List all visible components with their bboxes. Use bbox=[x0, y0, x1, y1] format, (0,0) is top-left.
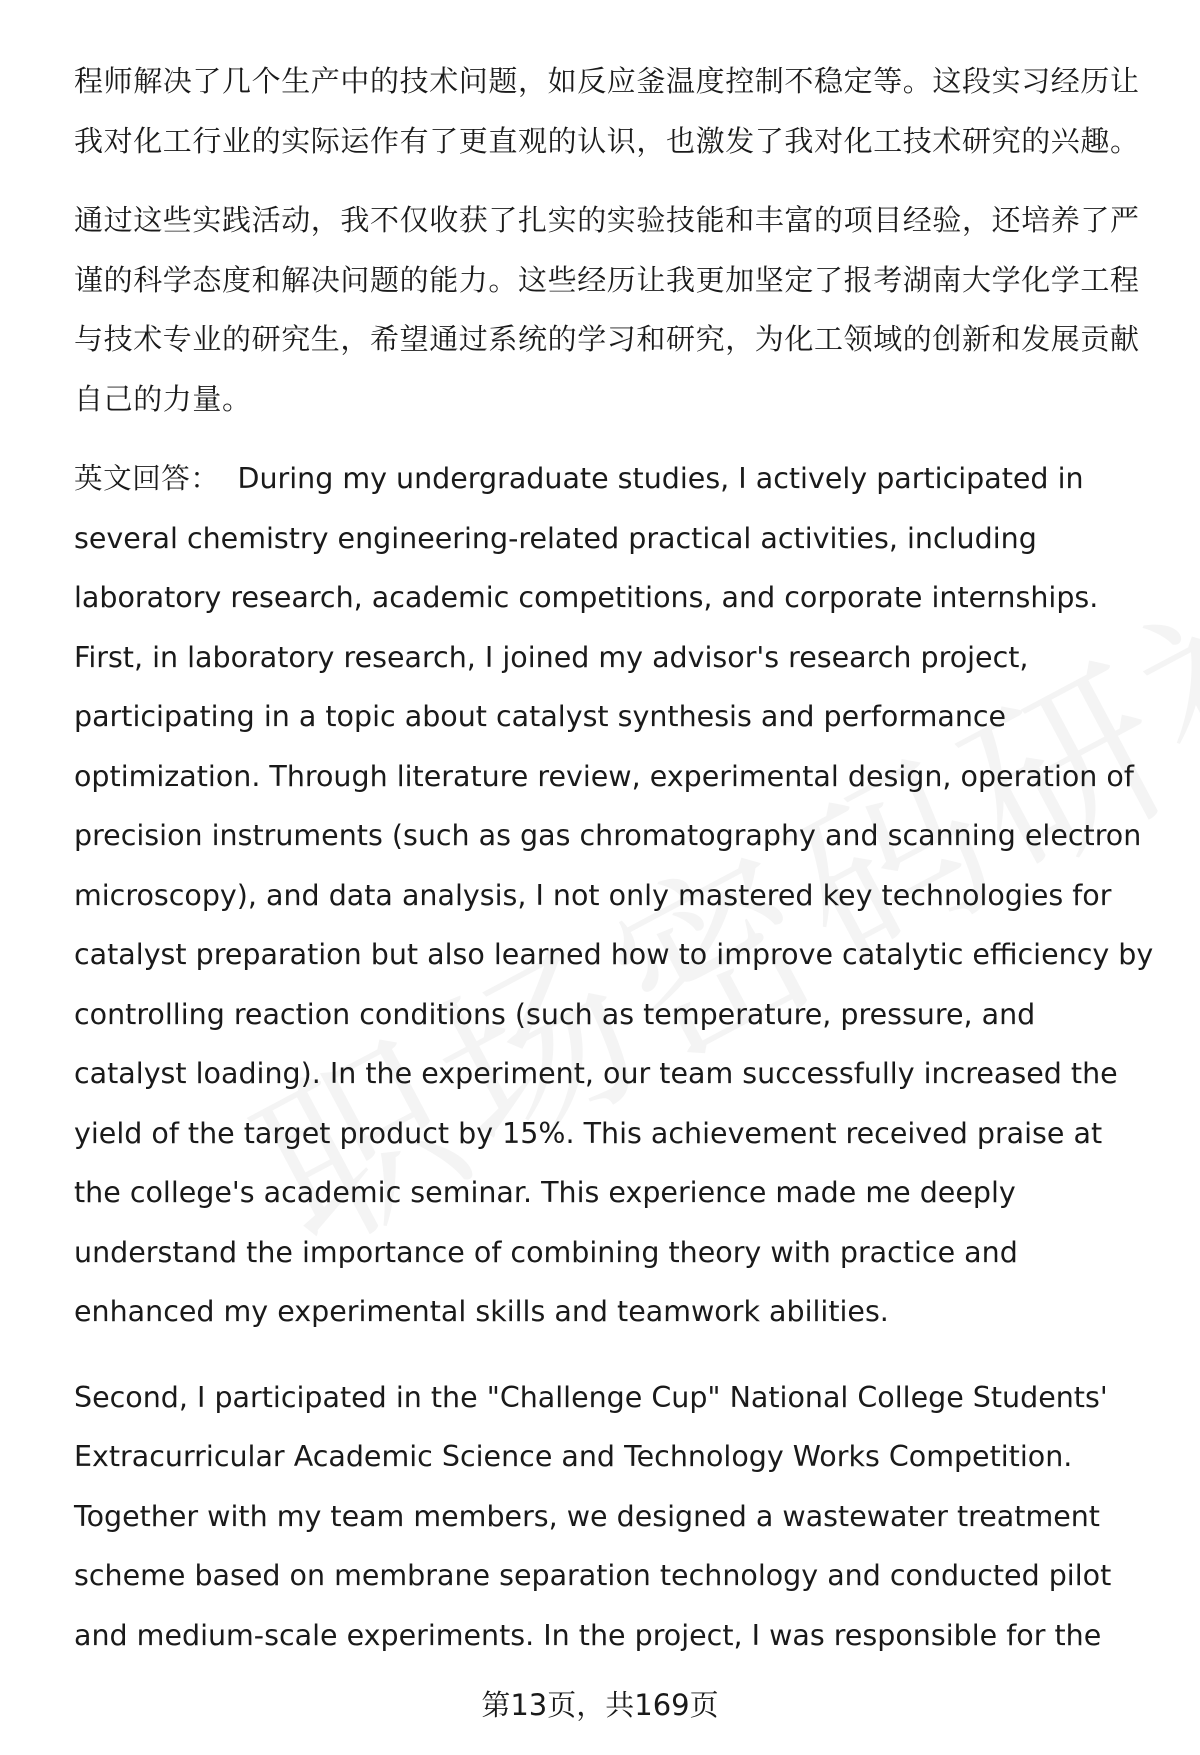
paragraph-internship-conclusion: 程师解决了几个生产中的技术问题，如反应釜温度控制不稳定等。这段实习经历让我对化工行业的实际运作有了更直观的认识，也激发了我对化工技术研究的兴趣。 bbox=[74, 64, 1140, 158]
page-number-footer: 第13页，共169页 bbox=[0, 1685, 1200, 1725]
english-answer-label: 英文回答： bbox=[74, 462, 220, 495]
paragraph-english-answer bbox=[74, 449, 1154, 1342]
paragraph-practice-summary: 通过这些实践活动，我不仅收获了扎实的实验技能和丰富的项目经验，还培养了严谨的科学态度和解决问题的能力。这些经历让我更加坚定了报考湖南大学化学工程与技术专业的研究生，希望通过系统的学习和研究，为化工领域的创新和发展贡献自己的力量。 bbox=[74, 203, 1140, 416]
document-body bbox=[74, 52, 1154, 1665]
paragraph-challenge-cup: Second, I participated in the "Challenge Cup" National College Students' Extracurricular Academic Science and Technology Works Competition. Together with my team members, we designed a wastewater treatment scheme based on membrane separation technology and conducted pilot and medium-scale experiments. In the project, I was responsible for the bbox=[74, 1380, 1112, 1652]
english-answer-text: During my undergraduate studies, I actively participated in several chemistry engineering-related practical activities, including laboratory research, academic competitions, and corporate internships. First, in laboratory research, I joined my advisor's research project, participating in a topic about catalyst synthesis and performance optimization. Through literature review, experimental design, operation of precision instruments (such as gas chromatography and scanning electron microscopy), and data analysis, I not only mastered key technologies for catalyst preparation but also learned how to improve catalytic efficiency by controlling reaction conditions (such as temperature, pressure, and catalyst loading). In the experiment, our team successfully increased the yield of the target product by 15%. This achievement received praise at the college's academic seminar. This experience made me deeply understand the importance of combining theory with practice and enhanced my experimental skills and teamwork abilities. bbox=[74, 462, 1154, 1328]
